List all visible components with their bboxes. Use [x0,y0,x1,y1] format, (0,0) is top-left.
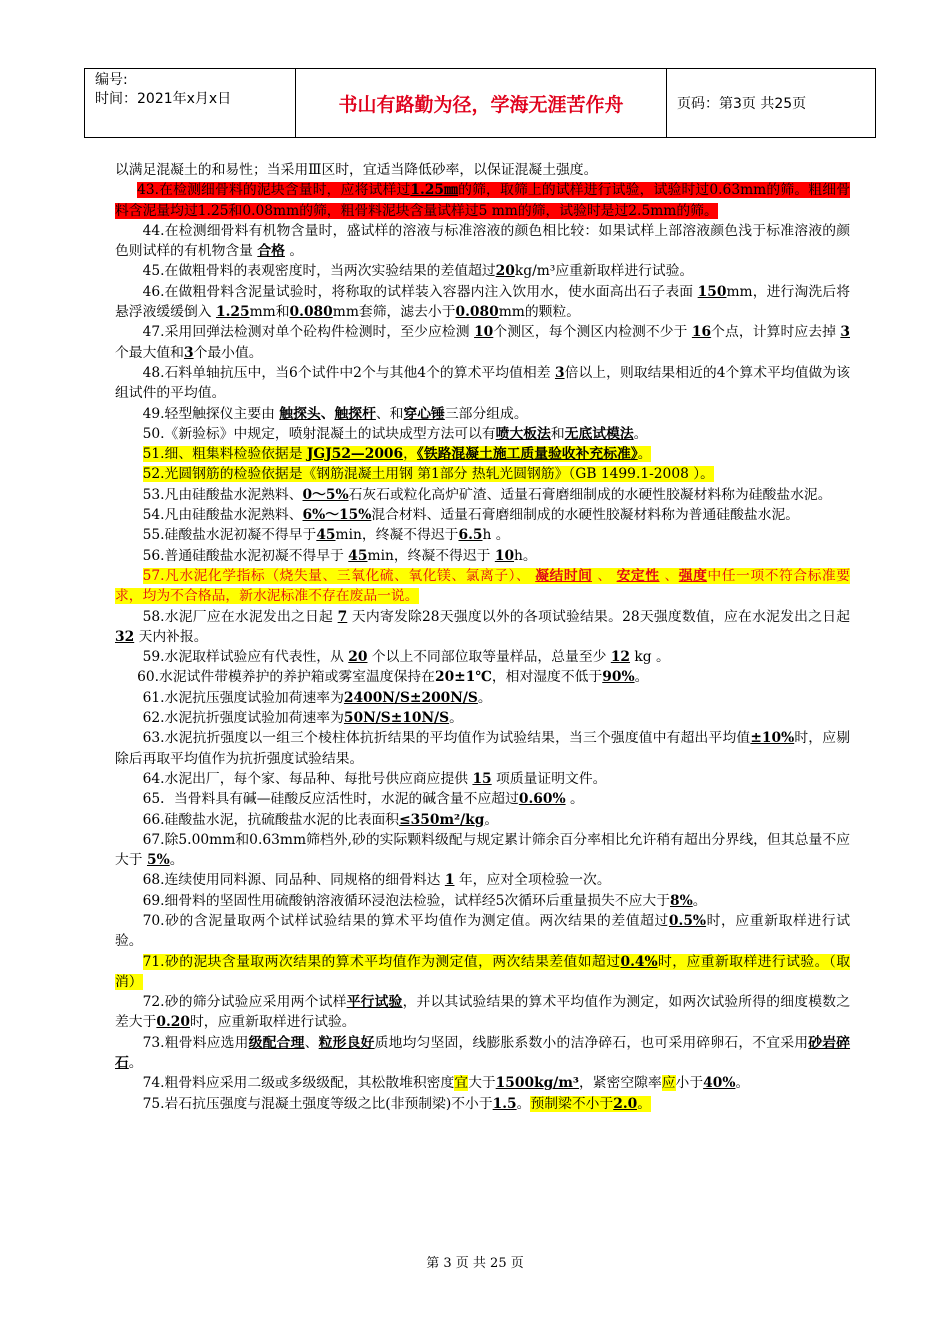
header-motto: 书山有路勤为径，学海无涯苦作舟 [296,69,667,138]
item-48: 48.石料单轴抗压中，当6个试件中2个与其他4个的算术平均值相差 3倍以上，则取结果相近的4个算术平均值做为该组试件的平均值。 [115,364,850,402]
item-64: 64.水泥出厂，每个家、每品种、每批号供应商应提供 15 项质量证明文件。 [142,770,607,787]
item-46: 46.在做粗骨料含泥量试验时，将称取的试样装入容器内注入饮用水，使水面高出石子表面 150mm，进行淘洗后将悬浮液缓缓倒入 1.25mm和0.080mm套筛，滤去小于0.080mm的颗粒。 [115,283,850,321]
header-page-label: 页码：第3页 共25页 [667,69,876,138]
item-66: 66.硅酸盐水泥，抗硫酸盐水泥的比表面积≤350m²/kg。 [142,811,499,828]
item-72: 72.砂的筛分试验应采用两个试样平行试验，并以其试验结果的算术平均值作为测定，如两次试验所得的细度模数之差大于0.20时，应重新取样进行试验。 [115,994,851,1031]
item-58: 58.水泥厂应在水泥发出之日起 7 天内寄发除28天强度以外的各项试验结果。28天强度数值，应在水泥发出之日起 32 天内补报。 [115,608,851,645]
item-62: 62.水泥抗折强度试验加荷速率为50N/S±10N/S。 [142,710,463,727]
document-header [84,68,876,138]
item-65: 65．当骨料具有碱—硅酸反应活性时，水泥的碱含量不应超过0.60% 。 [142,791,584,808]
document-number-label: 编号: [95,72,128,88]
item-67: 67.除5.00mm和0.63mm筛档外,砂的实际颗料级配与规定累计筛余百分率相比允许稍有超出分界线，但其总量不应大于 5%。 [115,831,850,869]
item-71: 71.砂的泥块含量取两次结果的算术平均值作为测定值，两次结果差值如超过0.4%时，应重新取样进行试验。（取消） [115,953,850,990]
document-time-label: 时间：2021年x月x日 [95,91,232,107]
item-70: 70.砂的含泥量取两个试样试验结果的算术平均值作为测定值。两次结果的差值超过0.5%时，应重新取样进行试验。 [115,912,850,950]
item-53: 53.凡由硅酸盐水泥熟料、0～5%石灰石或粒化高炉矿渣、适量石膏磨细制成的水硬性胶凝材料称为硅酸盐水泥。 [142,486,832,503]
header-left-cell [85,69,296,138]
item-55: 55.硅酸盐水泥初凝不得早于45min，终凝不得迟于6.5h 。 [142,527,510,544]
document-body [115,160,850,1114]
item-63: 63.水泥抗折强度以一组三个棱柱体抗折结果的平均值作为试验结果，当三个强度值中有超出平均值±10%时，应剔除后再取平均值作为抗折强度试验结果。 [115,730,850,767]
item-52: 52.光圆钢筋的检验依据是《钢筋混凝土用钢 第1部分 热轧光圆钢筋》（GB 1499.1-2008 ）。 [142,466,714,483]
item-60: 60.水泥试件带模养护的养护箱或雾室温度保持在20±1℃，相对湿度不低于90%。 [137,669,649,686]
item-43: 43.在检测细骨料的泥块含量时，应将试样过1.25㎜的筛，取筛上的试样进行试验，试验时过0.63mm的筛。粗细骨料含泥量均过1.25和0.08mm的筛，粗骨料泥块含量试样过5 mm的筛，试验时是过2.5mm的筛。 [115,182,851,219]
item-56: 56.普通硅酸盐水泥初凝不得早于 45min，终凝不得迟于 10h。 [142,547,537,564]
item-59: 59.水泥取样试验应有代表性，从 20 个以上不同部位取等量样品，总量至少 12 kg 。 [142,649,670,666]
item-51: 51.细、粗集料检验依据是 JGJ52—2006，《铁路混凝土施工质量验收补充标准》。 [142,446,652,463]
item-61: 61.水泥抗压强度试验加荷速率为2400N/S±200N/S。 [142,689,492,706]
item-50: 50.《新验标》中规定，喷射混凝土的试块成型方法可以有喷大板法和无底试模法。 [142,425,648,442]
item-45: 45.在做粗骨料的表观密度时，当两次实验结果的差值超过20kg/m³应重新取样进行试验。 [142,263,694,280]
paragraph-continuation: 以满足混凝土的和易性；当采用Ⅲ区时，宜适当降低砂率，以保证混凝土强度。 [115,162,598,178]
item-49: 49.轻型触探仪主要由 触探头、触探杆、和穿心锤三部分组成。 [142,405,528,422]
item-75: 75.岩石抗压强度与混凝土强度等级之比(非预制梁)不小于1.5。预制梁不小于2.0。 [142,1095,652,1112]
page-footer: 第 3 页 共 25 页 [426,1256,524,1271]
item-57: 57.凡水泥化学指标（烧失量、三氧化硫、氧化镁、氯离子）、 凝结时间 、 安定性 、强度中任一项不符合标准要求，均为不合格品，新水泥标准不存在废品一说。 [115,567,851,605]
item-44: 44.在检测细骨料有机物含量时，盛试样的溶液与标准溶液的颜色相比较：如果试样上部溶液颜色浅于标准溶液的颜色则试样的有机物含量 合格 。 [115,222,850,260]
item-69: 69.细骨料的坚固性用硫酸钠溶液循环浸泡法检验，试样经5次循环后重量损失不应大于8%。 [142,892,707,909]
item-54: 54.凡由硅酸盐水泥熟料、6%～15%混合材料、适量石膏磨细制成的水硬性胶凝材料称为普通硅酸盐水泥。 [142,507,800,524]
item-68: 68.连续使用同料源、同品种、同规格的细骨料达 1 年，应对全项检验一次。 [142,872,611,889]
item-73: 73.粗骨料应选用级配合理、粒形良好质地均匀坚固，线膨胀系数小的洁净碎石，也可采用碎卵石，不宜采用砂岩碎石。 [115,1034,851,1072]
item-74: 74.粗骨料应采用二级或多级级配，其松散堆积密度宜大于1500kg/m³，紧密空隙率应小于40%。 [142,1075,750,1092]
item-47: 47.采用回弹法检测对单个砼构件检测时，至少应检测 10个测区，每个测区内检测不少于 16个点，计算时应去掉 3个最大值和3个最小值。 [115,324,850,361]
